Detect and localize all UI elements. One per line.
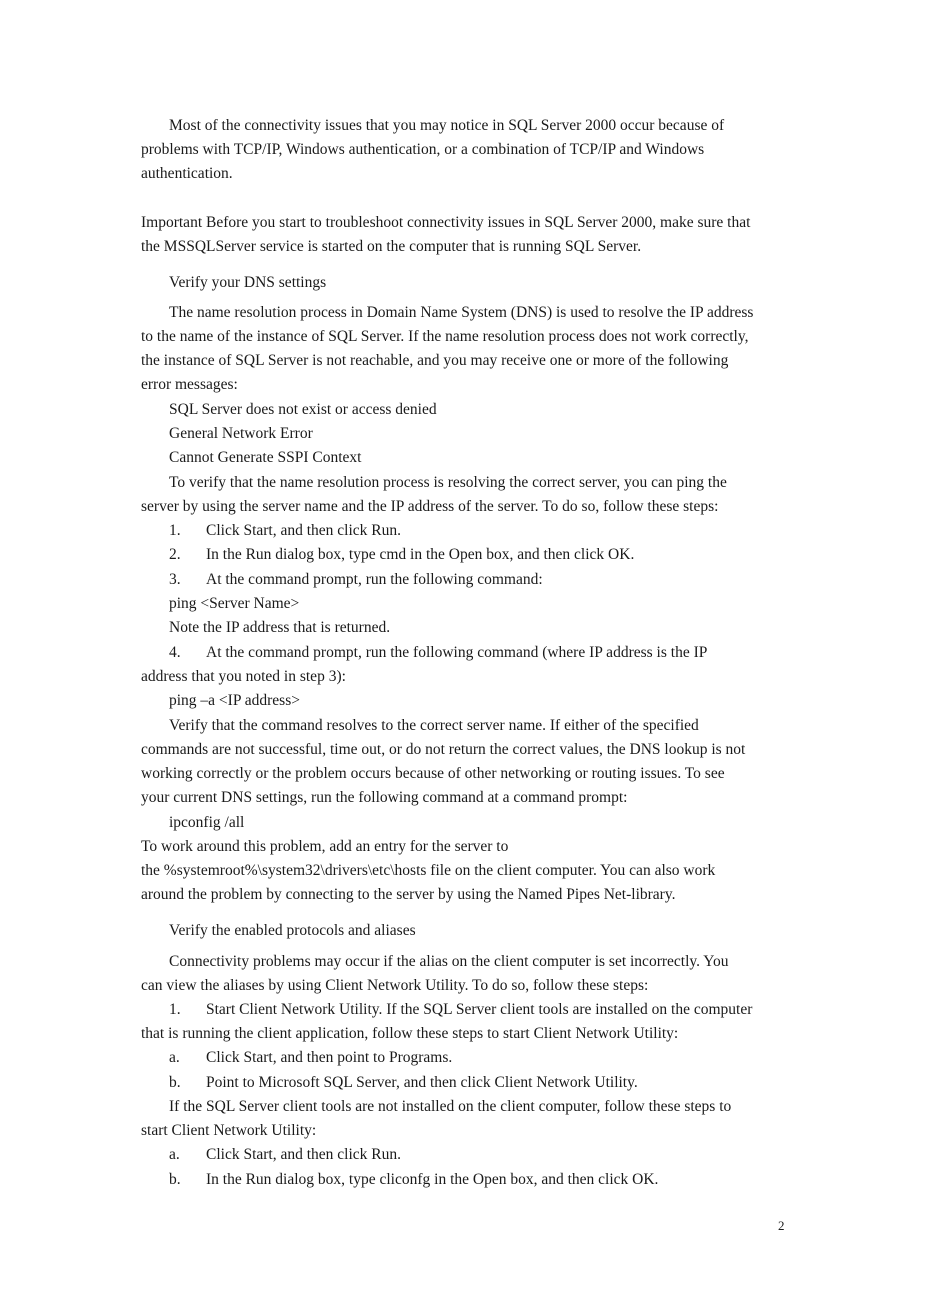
protocols-para1-line-1: Connectivity problems may occur if the alias on the client computer is set incorrectly. You — [169, 953, 729, 970]
step-number: 1. — [169, 522, 181, 539]
dns-para4-line-2: the %systemroot%\system32\drivers\etc\hosts file on the client computer. You can also work — [141, 862, 716, 879]
substep-letter: b. — [169, 1074, 181, 1091]
dns-para2-line-2: server by using the server name and the IP address of the server. To do so, follow these steps: — [141, 498, 719, 515]
substep-letter: a. — [169, 1146, 180, 1163]
intro-line-3: authentication. — [141, 165, 233, 182]
step-number: 3. — [169, 571, 181, 588]
step-text-continuation: address that you noted in step 3): — [141, 668, 346, 685]
dns-para4-line-3: around the problem by connecting to the server by using the Named Pipes Net-library. — [141, 886, 676, 903]
dns-para1-line-4: error messages: — [141, 376, 238, 393]
dns-para3-line-1: Verify that the command resolves to the correct server name. If either of the specified — [169, 717, 699, 734]
dns-para1-line-3: the instance of SQL Server is not reachable, and you may receive one or more of the following — [141, 352, 729, 369]
error-message-1: SQL Server does not exist or access denied — [169, 401, 437, 418]
command-ping-ip: ping –a <IP address> — [169, 692, 300, 709]
substep-text: Point to Microsoft SQL Server, and then click Client Network Utility. — [206, 1074, 638, 1091]
intro-line-1: Most of the connectivity issues that you may notice in SQL Server 2000 occur because of — [169, 117, 725, 134]
section-heading-dns: Verify your DNS settings — [169, 274, 327, 291]
note-text: Note the IP address that is returned. — [169, 619, 391, 636]
dns-para3-line-3: working correctly or the problem occurs because of other networking or routing issues. To see — [141, 765, 725, 782]
dns-para2-line-1: To verify that the name resolution process is resolving the correct server, you can ping the — [169, 474, 727, 491]
page-number: 2 — [778, 1218, 785, 1233]
step-text-continuation: that is running the client application, follow these steps to start Client Network Utility: — [141, 1025, 679, 1042]
protocols-para2-line-2: start Client Network Utility: — [141, 1122, 317, 1139]
step-number: 2. — [169, 546, 181, 563]
section-heading-protocols: Verify the enabled protocols and aliases — [169, 922, 416, 939]
step-number: 1. — [169, 1001, 181, 1018]
substep-text: Click Start, and then click Run. — [206, 1146, 402, 1163]
important-line-1: Important Before you start to troubleshoot connectivity issues in SQL Server 2000, make sure that — [141, 214, 751, 231]
substep-letter: b. — [169, 1171, 181, 1188]
dns-para1-line-1: The name resolution process in Domain Name System (DNS) is used to resolve the IP address — [169, 304, 754, 321]
command-ping-server: ping <Server Name> — [169, 595, 300, 612]
dns-para1-line-2: to the name of the instance of SQL Server. If the name resolution process does not work correctly, — [141, 328, 749, 345]
step-text: At the command prompt, run the following command (where IP address is the IP — [206, 644, 708, 661]
step-number: 4. — [169, 644, 181, 661]
intro-line-2: problems with TCP/IP, Windows authentication, or a combination of TCP/IP and Windows — [141, 141, 705, 158]
substep-text: Click Start, and then point to Programs. — [206, 1049, 453, 1066]
step-text: Start Client Network Utility. If the SQL Server client tools are installed on the computer — [206, 1001, 753, 1018]
step-text: In the Run dialog box, type cmd in the Open box, and then click OK. — [206, 546, 635, 563]
error-message-3: Cannot Generate SSPI Context — [169, 449, 362, 466]
step-text: At the command prompt, run the following command: — [206, 571, 543, 588]
protocols-para1-line-2: can view the aliases by using Client Network Utility. To do so, follow these steps: — [141, 977, 649, 994]
substep-letter: a. — [169, 1049, 180, 1066]
command-ipconfig: ipconfig /all — [169, 814, 245, 831]
important-line-2: the MSSQLServer service is started on the computer that is running SQL Server. — [141, 238, 642, 255]
substep-text: In the Run dialog box, type cliconfg in the Open box, and then click OK. — [206, 1171, 659, 1188]
dns-para4-line-1: To work around this problem, add an entry for the server to — [141, 838, 509, 855]
protocols-para2-line-1: If the SQL Server client tools are not installed on the client computer, follow these steps to — [169, 1098, 732, 1115]
error-message-2: General Network Error — [169, 425, 313, 442]
step-text: Click Start, and then click Run. — [206, 522, 402, 539]
dns-para3-line-2: commands are not successful, time out, or do not return the correct values, the DNS lookup is not — [141, 741, 746, 758]
dns-para3-line-4: your current DNS settings, run the following command at a command prompt: — [141, 789, 628, 806]
